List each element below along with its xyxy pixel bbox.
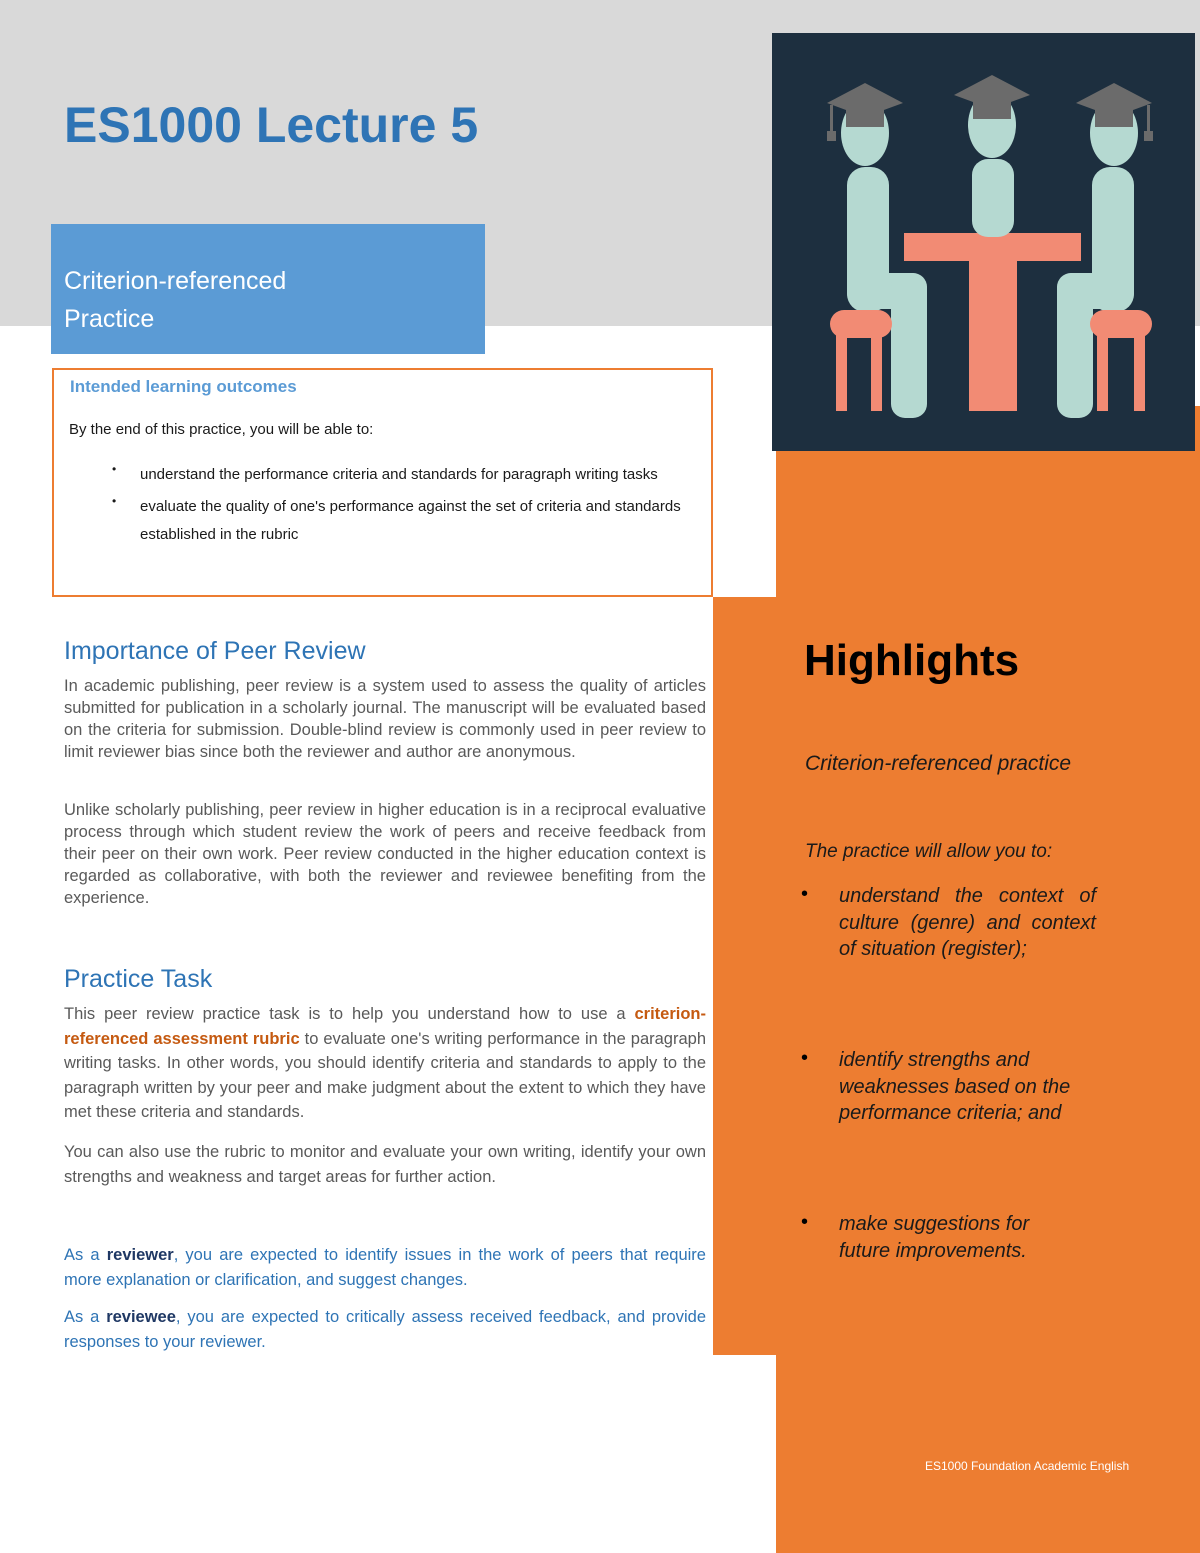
highlights-panel [776,451,1200,1553]
learning-outcome-item: evaluate the quality of one's performance against the set of criteria and standards established in the rubric [140,498,681,543]
highlights-title: Highlights [804,636,1020,685]
table-leg [969,261,1017,411]
highlight-item: identify strengths and weaknesses based on the performance criteria; and [839,1049,1071,1124]
bullet-icon: • [801,883,809,905]
reviewer-paragraph [64,1243,706,1292]
page-title: ES1000 Lecture 5 [64,97,479,153]
peer-review-heading: Importance of Peer Review [64,637,366,665]
practice-task-paragraph-1 [64,1002,706,1125]
highlight-item: understand the context of culture (genre) and context of situation (register); [839,885,1096,960]
paragraph-text: This peer review practice task is to help you understand how to use a [64,1005,635,1023]
footer-text: ES1000 Foundation Academic English [925,1459,1130,1473]
reviewee-paragraph [64,1305,706,1354]
highlights-panel-edge [1195,406,1200,456]
students-at-table-icon [772,33,1195,451]
subtitle [64,262,424,338]
practice-task-heading: Practice Task [64,965,213,993]
highlight-item: make suggestions for future improvements. [839,1213,1030,1262]
subtitle-line-1: Criterion-referenced [64,267,287,295]
reviewee-role: reviewee [106,1308,176,1326]
peer-review-paragraph-2: Unlike scholarly publishing, peer review in higher education is in a reciprocal evaluative process through which student review the work of peers and receive feedback from their peer on their own work. Peer review conducted in the higher education context is regarded as collaborative, with both the reviewer and reviewee benefiting from the experience. [64,801,706,907]
bullet-icon: • [112,462,117,476]
paragraph-text: to evaluate one's writing performance in the paragraph writing tasks. In other words, you should identify criteria and standards to apply to the paragraph written by your peer and make judgment about the extent to which they have met these criteria and standards. [64,1029,706,1121]
learning-outcomes-intro: By the end of this practice, you will be able to: [69,421,374,438]
highlights-intro: The practice will allow you to: [805,841,1053,862]
paragraph-text: As a [64,1308,107,1326]
table-top [904,233,1081,261]
peer-review-paragraph-1: In academic publishing, peer review is a system used to assess the quality of articles submitted for publication in a scholarly journal. The manuscript will be evaluated based on the criteria for submission. Double-blind review is commonly used in peer review to limit reviewer bias since both the reviewer and author are anonymous. [64,677,706,761]
subtitle-line-2: Practice [64,305,155,333]
learning-outcomes-heading: Intended learning outcomes [70,377,297,396]
student-middle [954,75,1030,237]
illustration-panel [772,33,1195,451]
bullet-icon: • [112,494,117,508]
rubric-emphasis: criterion-referenced assessment rubric [64,1005,706,1048]
learning-outcome-item: understand the performance criteria and standards for paragraph writing tasks [140,466,658,483]
paragraph-text: , you are expected to critically assess received feedback, and provide responses to your reviewer. [64,1308,706,1351]
paragraph-text: , you are expected to identify issues in the work of peers that require more explanation or clarification, and suggest changes. [64,1246,706,1289]
bullet-icon: • [801,1047,809,1069]
highlights-panel-extension [713,597,778,1355]
highlights-subtitle: Criterion-referenced practice [805,752,1072,775]
practice-task-paragraph-2: You can also use the rubric to monitor and evaluate your own writing, identify your own strengths and weakness and target areas for further action. [64,1143,706,1186]
bullet-icon: • [801,1211,809,1233]
paragraph-text: As a [64,1246,107,1264]
reviewer-role: reviewer [106,1246,174,1264]
